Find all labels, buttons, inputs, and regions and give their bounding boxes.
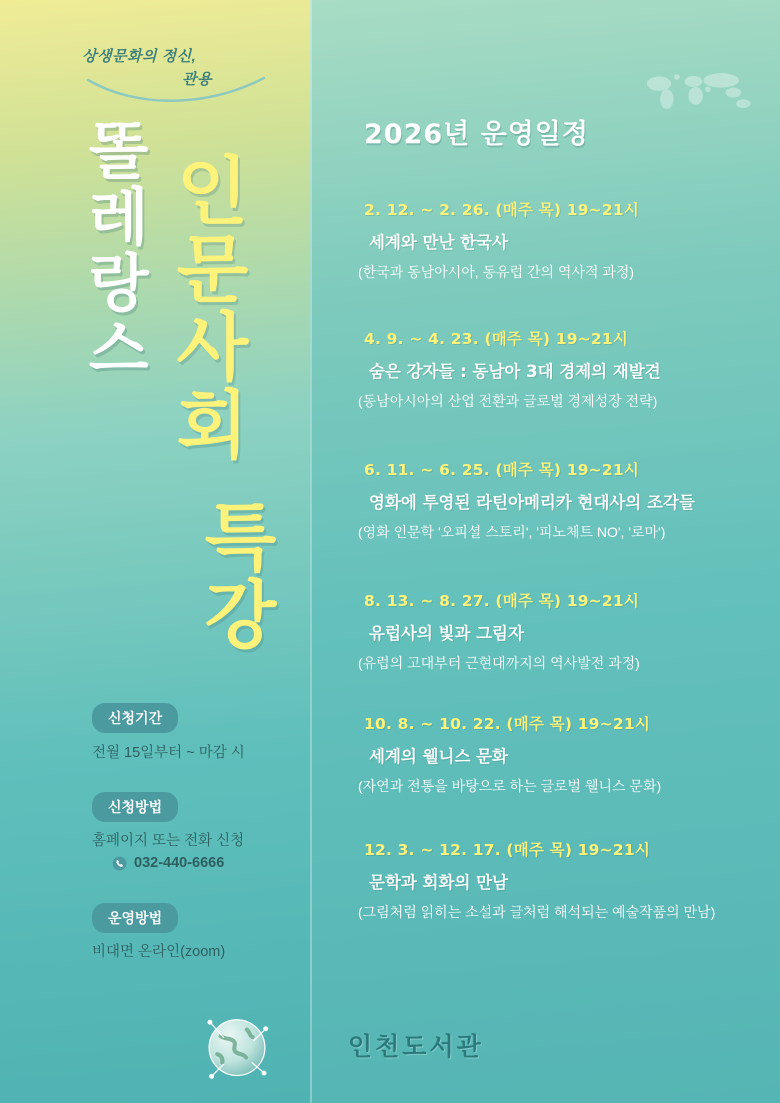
panel-divider — [310, 0, 312, 1103]
course-name: 문학과 회화의 만남 — [369, 873, 509, 892]
operation-method-badge: 운영방법 — [92, 903, 178, 933]
operation-method-value: 비대면 온라인(zoom) — [92, 944, 226, 960]
course-name: 유럽사의 빛과 그림자 — [369, 624, 524, 643]
course-period: 10. 8. ~ 10. 22. (매주 목) 19~21시 — [364, 715, 650, 733]
course-period: 12. 3. ~ 12. 17. (매주 목) 19~21시 — [364, 841, 650, 859]
course-description: (그림처럼 읽히는 소설과 글처럼 해석되는 예술작품의 만남) — [358, 904, 716, 920]
globe-icon — [196, 1005, 278, 1087]
course-period: 8. 13. ~ 8. 27. (매주 목) 19~21시 — [364, 592, 640, 610]
course-description: (한국과 동남아시아, 동유럽 간의 역사적 과정) — [358, 264, 635, 280]
course-name: 숨은 강자들 : 동남아 3대 경제의 재발견 — [369, 362, 661, 381]
right-panel — [310, 0, 780, 1103]
course-item — [352, 458, 772, 542]
course-description: (유럽의 고대부터 근현대까지의 역사발전 과정) — [358, 655, 640, 671]
organization-name: 인천도서관 — [348, 1032, 484, 1061]
course-item — [352, 327, 772, 411]
course-description: (자연과 전통을 바탕으로 하는 글로벌 웰니스 문화) — [358, 778, 662, 794]
course-period: 2. 12. ~ 2. 26. (매주 목) 19~21시 — [364, 201, 640, 219]
world-map-icon — [638, 66, 760, 118]
apply-period-badge: 신청기간 — [92, 703, 178, 733]
course-period: 6. 11. ~ 6. 25. (매주 목) 19~21시 — [364, 461, 640, 479]
phone-number[interactable]: 032-440-6666 — [134, 855, 225, 871]
course-item — [352, 589, 772, 673]
course-description: (영화 인문학 '오피셜 스토리', '피노체트 NO', '로마') — [358, 524, 666, 540]
course-item — [352, 198, 772, 282]
poster-title-column-1: 똘레랑스 — [77, 118, 151, 382]
poster-title-column-2: 인문사회 — [163, 152, 250, 464]
course-description: (동남아시아의 산업 전환과 글로벌 경제성장 전략) — [358, 393, 658, 409]
poster-title-column-3: 특강 — [191, 498, 278, 654]
apply-period-value: 전월 15일부터 ~ 마감 시 — [92, 745, 245, 761]
phone-icon — [112, 856, 127, 871]
course-name: 영화에 투영된 라틴아메리카 현대사의 조각들 — [369, 493, 695, 512]
course-item — [352, 712, 772, 796]
schedule-title: 2026년 운영일정 — [364, 119, 589, 150]
phone-row — [112, 855, 224, 871]
tagline — [72, 46, 292, 91]
course-item — [352, 838, 772, 922]
apply-method-badge: 신청방법 — [92, 792, 178, 822]
tagline-line-2: 관용 — [182, 70, 212, 88]
apply-method-value: 홈페이지 또는 전화 신청 — [92, 833, 245, 849]
course-name: 세계의 웰니스 문화 — [369, 747, 509, 766]
tagline-line-1: 상생문화의 정신, — [82, 48, 197, 65]
course-period: 4. 9. ~ 4. 23. (매주 목) 19~21시 — [364, 330, 629, 348]
course-name: 세계와 만난 한국사 — [369, 233, 509, 252]
